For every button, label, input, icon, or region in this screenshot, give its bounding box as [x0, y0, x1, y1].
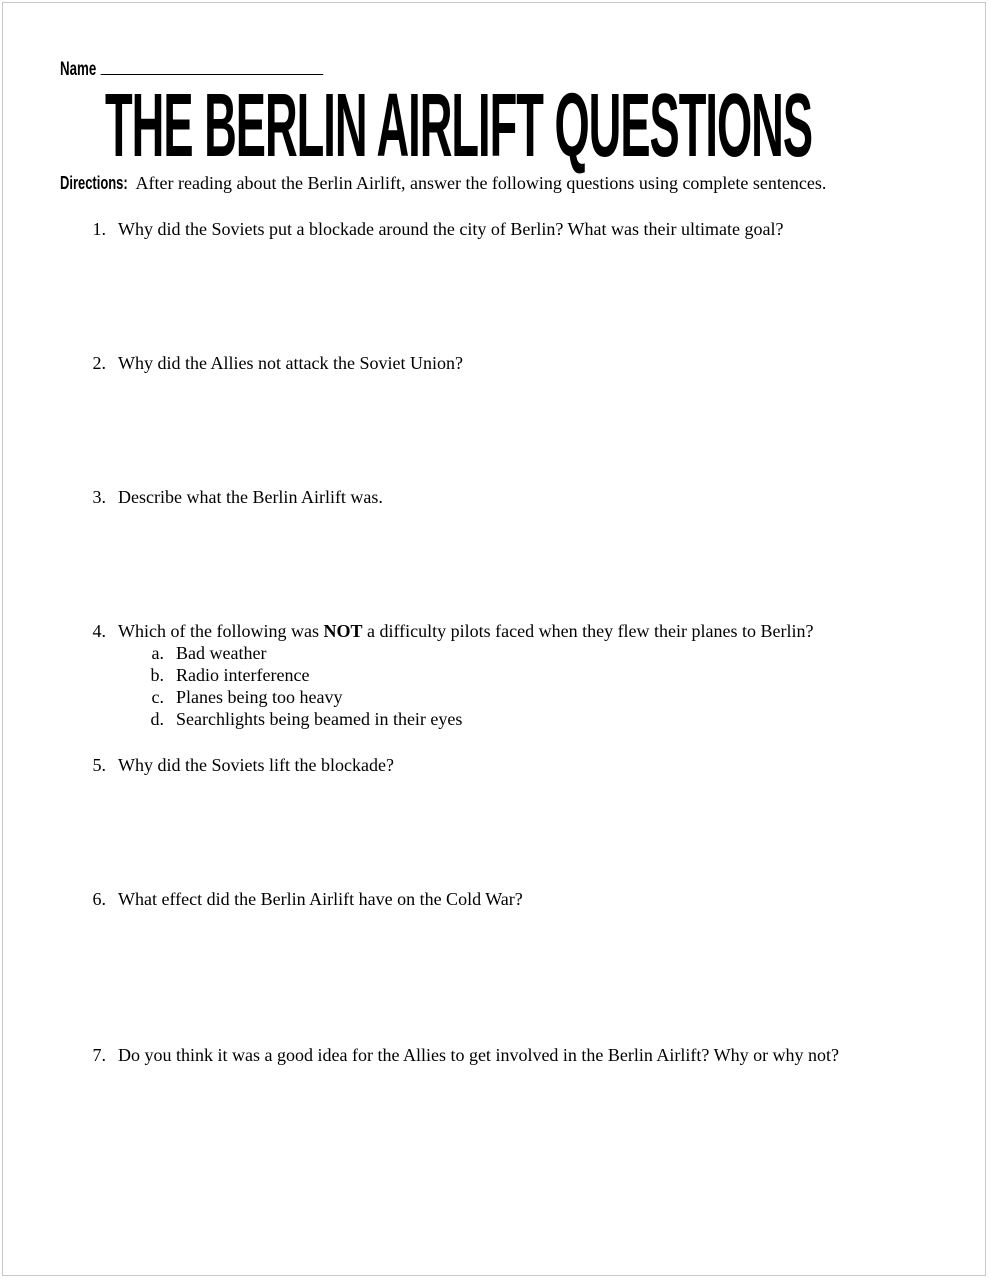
question-number: 7. [92, 1045, 106, 1065]
question-text: Describe what the Berlin Airlift was. [118, 487, 383, 507]
option-letter: c. [151, 687, 164, 707]
question-text: Do you think it was a good idea for the Allies to get involved in the Berlin Airlift? Why or why not? [118, 1045, 840, 1065]
question-number: 5. [92, 755, 106, 775]
worksheet-title: THE BERLIN AIRLIFT QUESTIONS [105, 76, 813, 176]
option-letter: b. [150, 665, 164, 685]
option-letter: d. [150, 709, 164, 729]
question-text: Why did the Soviets put a blockade around the city of Berlin? What was their ultimate goal? [118, 219, 784, 239]
question-number: 6. [92, 889, 106, 909]
question-number: 1. [92, 219, 106, 239]
name-blank-line [100, 58, 323, 75]
question-number: 4. [92, 621, 106, 641]
option-text: Radio interference [176, 665, 310, 685]
directions-text: After reading about the Berlin Airlift, answer the following questions using complete sentences. [135, 173, 827, 193]
option-text: Planes being too heavy [176, 687, 343, 707]
directions [60, 173, 826, 194]
option-text: Bad weather [176, 643, 267, 663]
question-number: 3. [92, 487, 106, 507]
question-text: Which of the following was NOT a difficulty pilots faced when they flew their planes to Berlin? [118, 621, 814, 641]
question-text: Why did the Soviets lift the blockade? [118, 755, 394, 775]
name-label: Name [60, 59, 97, 80]
question-text: Why did the Allies not attack the Soviet Union? [118, 353, 463, 373]
question-text: What effect did the Berlin Airlift have on the Cold War? [118, 889, 523, 909]
option-text: Searchlights being beamed in their eyes [176, 709, 463, 729]
option-letter: a. [151, 643, 164, 663]
question-number: 2. [92, 353, 106, 373]
directions-label: Directions: [60, 173, 128, 193]
emphasis-not: NOT [323, 621, 363, 641]
